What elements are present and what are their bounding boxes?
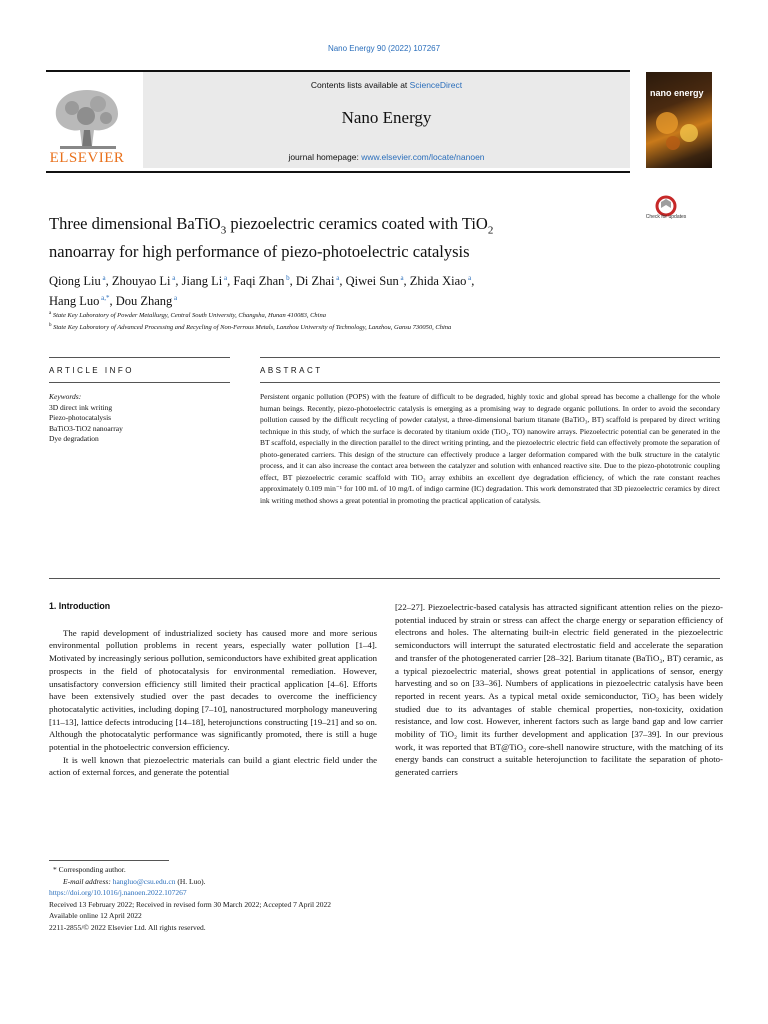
keywords-block	[49, 392, 229, 445]
author-name[interactable]: Hang Luo	[49, 294, 100, 309]
author-name[interactable]: Dou Zhang	[115, 294, 173, 309]
author-name[interactable]: Faqi Zhan	[233, 274, 285, 289]
journal-title: Nano Energy	[341, 108, 432, 127]
email-link[interactable]: hangluo@csu.edu.cn	[112, 876, 176, 886]
author-name[interactable]: Qiong Liu	[49, 274, 101, 289]
paragraph: It is well known that piezoelectric materials can build a giant electric field under the action of external forces, and generate the potential	[49, 754, 377, 778]
header-bottom-rule	[46, 171, 630, 173]
section-heading: 1. Introduction	[49, 601, 111, 611]
author-affiliation-mark[interactable]: a,*	[99, 294, 110, 303]
author-affiliation-mark[interactable]: a	[222, 274, 228, 282]
abstract-text: Persistent organic pollution (POPS) with the feature of difficult to be degraded, highly toxic and global spread has become a challenge for the whole human beings. Recently, piezo-photoelectric catalysis is emerging as a promising way to degrade organic pollutions. In order to avoid the secondary pollution caused by the difficult recycling of powder catalyst, a three-dimensional barium titanate (BaTiO₃, BT) scaffold is prepared by direct writing technique in this study, of which the surface is decorated by titanium oxide (TiO₂, TO) nanowire arrays. Piezoelectric potential can be generated in the BT scaffold, especially in the direction parallel to the direct writing printing, and the piezoelectric electric field can effectively promote the separation of photo-generated carriers. This design of the structure can effectively produce a larger deformation compared with the bulk structure in the catalytic process, and it can also increase the contact area between the catalyzer and solution with enhanced reactive site. Due to the piezo-phototronic coupling effect, BT piezoelectric ceramic scaffold with TiO₂ array exhibits an excellent dye degradation efficiency, of which the rate constant reaches approximately 0.109 min⁻¹ for 100 mL of 10 mg/L of indigo carmine (IC) degradation. This work demonstrated that 3D piezoelectric ceramics by direct ink writing method shows a great potential in promoting the practical application of catalysis.	[260, 392, 720, 505]
keyword-item: BaTiO3-TiO2 nanoarray	[49, 423, 123, 433]
author-affiliation-mark[interactable]: b	[284, 274, 290, 282]
received-dates: Received 13 February 2022; Received in revised form 30 March 2022; Accepted 7 April 2022	[49, 899, 332, 909]
homepage-link[interactable]: www.elsevier.com/locate/nanoen	[361, 152, 485, 162]
author-list: Qiong Liu $^a$, Zhouyao Li $^a$, Jiang Li $^a$, Faqi Zhan $^b$, Di Zhai $^a$, Qiwei Sun $^a$, Zhida Xiao $^a$, Hang Luo $^{a,*}$, Dou Zhang $^a$	[49, 274, 475, 309]
author-affiliation-mark[interactable]: a	[172, 294, 178, 303]
footnotes	[49, 864, 549, 933]
abstract-heading: ABSTRACT	[260, 366, 323, 375]
check-for-updates-label[interactable]: Check for updates	[645, 214, 687, 220]
elsevier-logo-text: ELSEVIER	[49, 150, 125, 166]
journal-cover-image	[646, 72, 712, 168]
abstract-subrule	[260, 382, 720, 383]
paragraph: [22–27]. Piezoelectric-based catalysis has attracted significant attention relies on the piezo-potential induced by strain or stress can affect the charge energy or separation efficiency of electrons and holes. The alternating built-in electric field generated in the piezoelectric semiconductors will interrupt the saturated electrostatic field and accelerate the separation and transfer of the photogenerated carrier [28–32]. Barium titanate (BaTiO₃, BT) ceramic, as a typical piezoelectric material, shows great potential in applications of sensor, energy harvesting and so on [33–36]. Numbers of applications in piezoelectric catalysis have been reported in recent years. As a typical metal oxide semiconductor, TiO₂ has been widely studied due to its advantages of stable chemical properties, non-toxicity, oxidation resistance, and low cost. However, inherent factors such as large band gap and low carrier mobility of TiO₂ limit its further development and application [37–39]. In our previous work, it was reported that BT@TiO₂ core-shell nanowire structure, with the matching of its energy bands can construct a suitable heterojunction to facilitate the separation of photo-generated carriers	[395, 602, 723, 778]
corresponding-author-note: * Corresponding author.	[53, 865, 126, 874]
journal-homepage: journal homepage: www.elsevier.com/locate/nanoen	[288, 152, 485, 162]
email-note: E-mail address: hangluo@csu.edu.cn (H. Luo).	[63, 876, 206, 886]
author-affiliation-mark[interactable]: a	[170, 274, 176, 282]
contents-line: Contents lists available at ScienceDirect	[310, 80, 463, 90]
author-affiliation-mark[interactable]: a	[466, 274, 472, 282]
abstract-bottom-rule	[49, 578, 720, 579]
keyword-item: Piezo-photocatalysis	[49, 413, 112, 422]
article-info-subrule	[49, 382, 230, 383]
keyword-item: Dye degradation	[49, 434, 99, 443]
sciencedirect-link[interactable]: ScienceDirect	[409, 80, 463, 90]
paragraph: The rapid development of industrialized society has caused more and more serious environmental pollution problems in recent years, especially water pollution [1–4]. Motivated by increasingly serious pollution, semiconductors have exhibited great application prospects in the field of photocatalysis for environmental remediation. However, unsatisfactory conversion efficiency still limited their practical application [4–6]. Efforts have been extensively studied over the past decades to overcome the inefficiency photocatalytic activities, including doping [7–10], nanostructured morphology maneuvering [11–13], lattice defects introducing [14–18], heterojunctions constructing [19–21] and so on. Although the photocatalytic performance was significantly promoted, there is still a huge potential in the photoelectric conversion efficiency.	[49, 627, 377, 753]
article-info-rule	[49, 357, 230, 358]
journal-citation[interactable]: Nano Energy 90 (2022) 107267	[327, 44, 441, 53]
author-affiliation-mark[interactable]: a	[398, 274, 404, 282]
available-online: Available online 12 April 2022	[49, 911, 142, 920]
doi-link[interactable]: https://doi.org/10.1016/j.nanoen.2022.107267	[49, 888, 187, 897]
author-affiliation-mark[interactable]: a	[100, 274, 106, 282]
article-title: Three dimensional BaTiO$_3$ piezoelectric ceramics coated with TiO$_2$ nanoarray for high performance of piezo-photoelectric catalysis	[49, 214, 494, 262]
footnote-rule	[49, 860, 169, 861]
keyword-item: 3D direct ink writing	[49, 402, 113, 412]
cover-title: nano energy	[650, 88, 704, 98]
author-name[interactable]: Qiwei Sun	[345, 274, 399, 289]
author-name[interactable]: Di Zhai	[295, 274, 335, 289]
abstract-rule	[260, 357, 720, 358]
author-name[interactable]: Zhouyao Li	[111, 274, 171, 289]
article-info-heading: ARTICLE INFO	[49, 366, 134, 375]
copyright: 2211-2855/© 2022 Elsevier Ltd. All rights reserved.	[49, 922, 206, 932]
affiliation-a: $^a$ State Key Laboratory of Powder Metallurgy, Central South University, Changsha, Hunan 410083, China	[49, 311, 326, 320]
author-name[interactable]: Zhida Xiao	[409, 274, 467, 289]
author-affiliation-mark[interactable]: a	[334, 274, 340, 282]
body-column-left	[49, 600, 377, 779]
check-for-updates-icon[interactable]	[648, 195, 684, 231]
body-column-right	[395, 601, 723, 779]
keywords-label: Keywords:	[49, 392, 82, 401]
affiliation-b: $^b$ State Key Laboratory of Advanced Processing and Recycling of Non-Ferrous Metals, Lanzhou University of Technology, Lanzhou, Gansu 730050, China	[49, 323, 452, 332]
author-name[interactable]: Jiang Li	[181, 274, 223, 289]
